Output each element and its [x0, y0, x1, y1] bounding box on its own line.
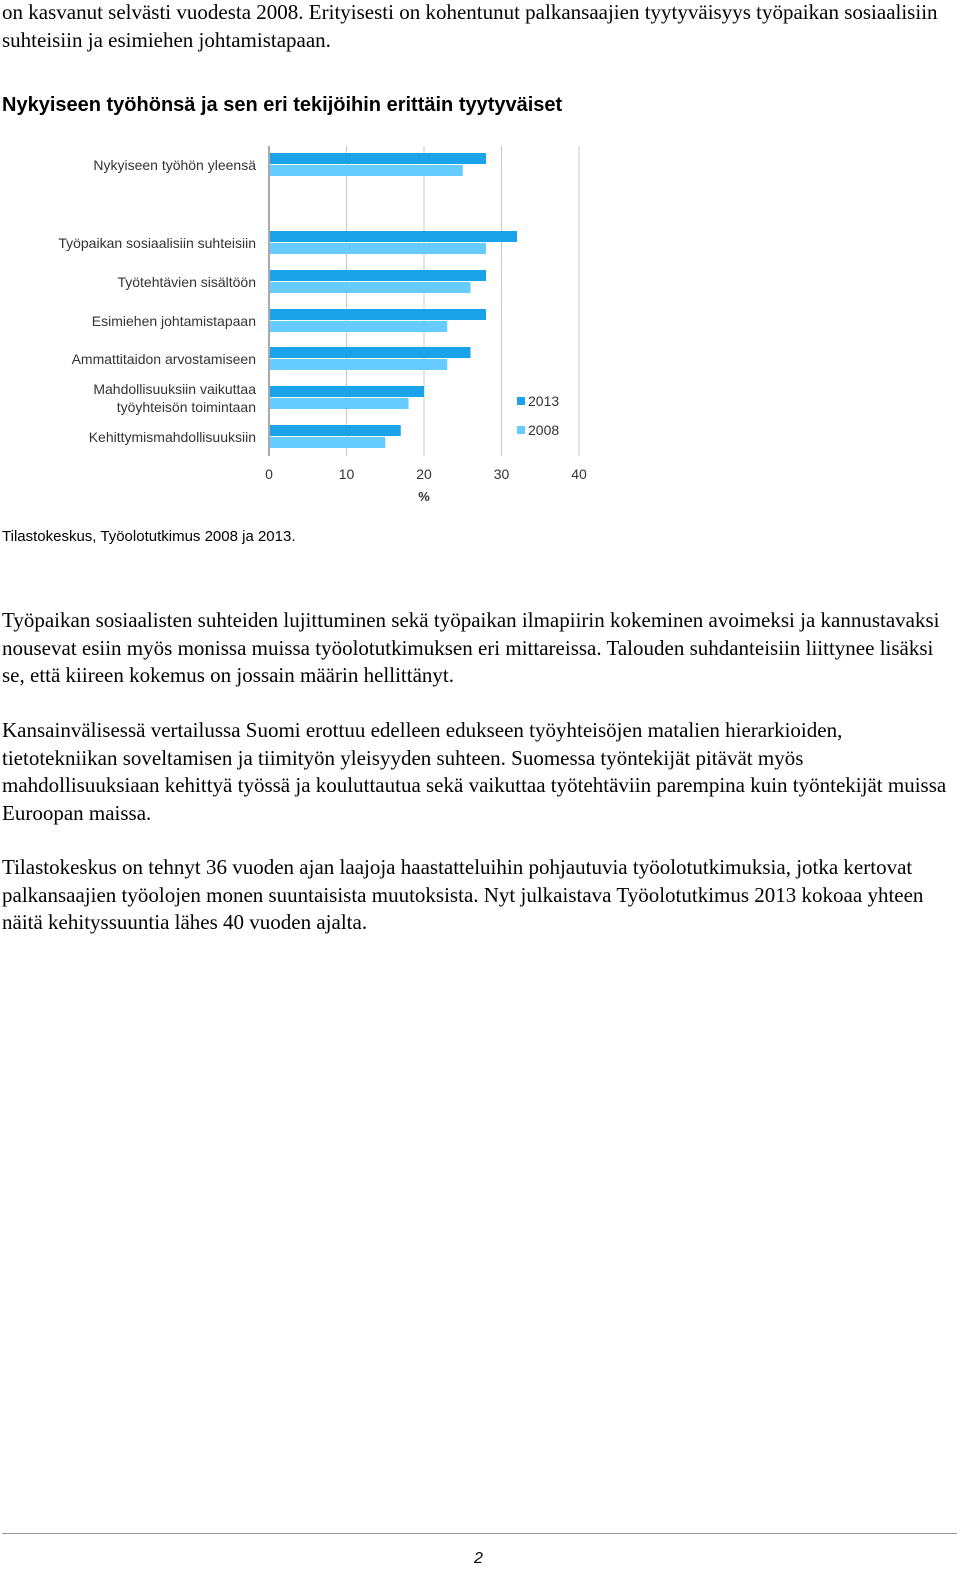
intro-paragraph: on kasvanut selvästi vuodesta 2008. Erityisesti on kohentunut palkansaajien tyytyväisyys työpaikan sosiaalisiin suhteisiin ja esimiehen johtamistapaan.: [2, 0, 938, 52]
x-tick-label-40: 40: [571, 466, 587, 482]
category-label-6: työyhteisön toimintaan: [116, 399, 256, 415]
x-tick-label-30: 30: [493, 466, 510, 482]
bar-2008-2: [270, 243, 486, 254]
bar-2013-3: [270, 270, 486, 281]
bar-2013-1: [270, 153, 486, 164]
bar-2008-7: [270, 437, 385, 448]
bar-2013-2: [270, 231, 517, 242]
x-tick-label-20: 20: [416, 466, 432, 482]
chart-source: Tilastokeskus, Työolotutkimus 2008 ja 2013.: [2, 528, 296, 545]
category-label-7: Kehittymismahdollisuuksiin: [88, 429, 256, 445]
legend-swatch-2008: [517, 426, 525, 434]
category-label-3: Työtehtävien sisältöön: [117, 274, 256, 290]
category-label-1: Nykyiseen työhön yleensä: [93, 157, 256, 173]
bar-2008-3: [270, 282, 471, 293]
bar-chart: [0, 140, 620, 510]
bar-2013-6: [270, 386, 424, 397]
bar-2013-5: [270, 347, 471, 358]
footer-divider: [2, 1533, 957, 1534]
bar-2008-5: [270, 359, 447, 370]
x-axis-label: %: [418, 489, 430, 504]
category-label-2: Työpaikan sosiaalisiin suhteisiin: [58, 235, 256, 251]
category-label-6: Mahdollisuuksiin vaikuttaa: [93, 381, 256, 397]
body-paragraph-3: Tilastokeskus on tehnyt 36 vuoden ajan laajoja haastatteluihin pohjautuvia työolotutkimuksia, jotka kertovat palkansaajien työolojen monen suuntaisista muutoksista. Nyt julkaistava Työolotutkimus 2013 kokoaa yhteen näitä kehityssuuntia lähes 40 vuoden ajalta.: [2, 855, 924, 934]
x-tick-label-0: 0: [265, 466, 273, 482]
x-tick-label-10: 10: [338, 466, 355, 482]
legend-swatch-2013: [517, 397, 525, 405]
bar-2008-1: [270, 165, 463, 176]
bar-2008-4: [270, 321, 447, 332]
bar-2013-4: [270, 309, 486, 320]
body-paragraph-2: Kansainvälisessä vertailussa Suomi erottuu edelleen edukseen työyhteisöjen matalien hierarkioiden, tietotekniikan soveltamisen ja tiimityön yleisyyden suhteen. Suomessa työntekijät pitävät myös mahdollisuuksiaan kehittyä työssä ja kouluttautua sekä vaikuttaa työtehtäviin parempina kuin työntekijät muissa Euroopan maissa.: [2, 718, 947, 825]
category-label-5: Ammattitaidon arvostamiseen: [71, 351, 256, 367]
category-label-4: Esimiehen johtamistapaan: [91, 313, 256, 329]
legend-label-2013: 2013: [528, 393, 560, 409]
legend-label-2008: 2008: [528, 422, 560, 438]
bar-2013-7: [270, 425, 401, 436]
bar-2008-6: [270, 398, 409, 409]
page-number: 2: [474, 1550, 483, 1567]
body-paragraph-1: Työpaikan sosiaalisten suhteiden lujittuminen sekä työpaikan ilmapiirin kokeminen avoimeksi ja kannustavaksi nousevat esiin myös monissa muissa työolotutkimuksen eri mittareissa. Talouden suhdanteisiin liittynee lisäksi se, että kiireen kokemus on jossain määrin hellittänyt.: [2, 608, 940, 687]
chart-title: Nykyiseen työhönsä ja sen eri tekijöihin erittäin tyytyväiset: [2, 94, 563, 116]
